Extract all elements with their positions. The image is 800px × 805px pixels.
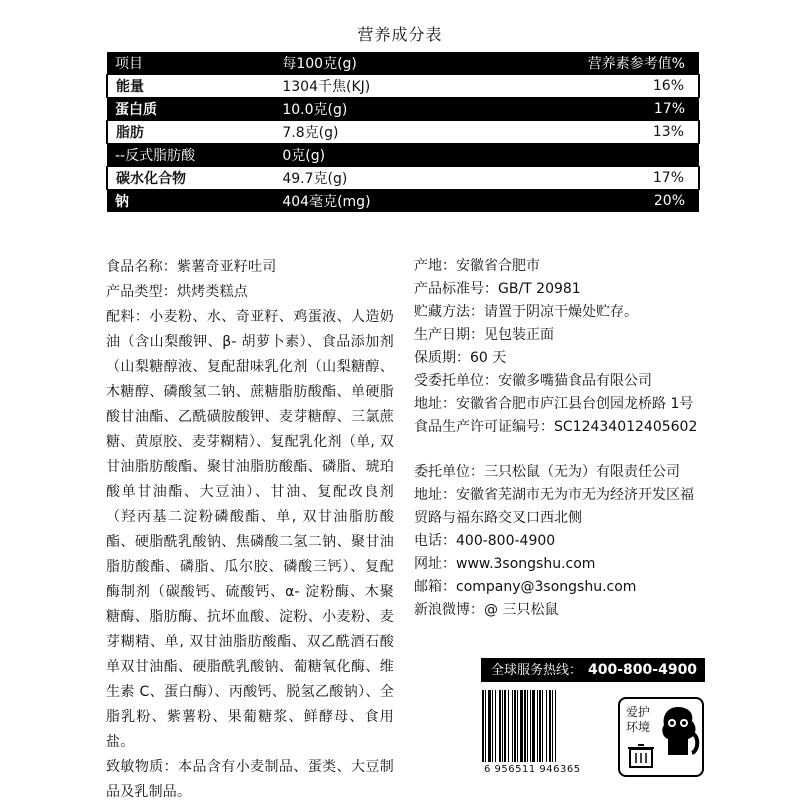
row-item: 蛋白质 [107,98,274,121]
row-amount: 404毫克(mg) [274,190,472,213]
row-nrv: 20% [472,190,699,213]
manufacturer-address: 地址：安徽省合肥市庐江县台创园龙桥路 1号 [414,396,694,412]
row-nrv: 17% [472,98,699,121]
ingredients: 配料：小麦粉、水、奇亚籽、鸡蛋液、人造奶油（含山梨酸钾、β- 胡萝卜素）、食品添加剂（山梨糖醇液、复配甜味乳化剂（山梨糖醇、木糖醇、磷酸氢二钠、蔗糖脂肪酸酯、单硬脂酸甘油酯、乙酰磺胺酸钾、麦芽糖醇、三氯蔗糖、黄原胶、麦芽糊精）、复配乳化剂（单, 双甘油脂肪酸酯、聚甘油脂肪酸酯、磷脂、琥珀酸单甘油酯、大豆油）、甘油、复配改良剂（羟丙基二淀粉磷酸酯、单, 双甘油脂肪酸酯、硬脂酰乳酸钠、焦磷酸二氢二钠、聚甘油脂肪酸酯、磷脂、瓜尔胶、磷酸三钙）、复配酶制剂（碳酸钙、硫酸钙、α- 淀粉酶、木聚糖酶、脂肪酶、抗坏血酸、淀粉、小麦粉、麦芽糊精、单, 双甘油脂肪酸酯、双乙酰酒石酸单双甘油酯、硬脂酰乳酸钠、葡糖氧化酶、维生素 C、蛋白酶）、丙酸钙、脱氢乙酸钠）、全脂乳粉、紫薯粉、果葡糖浆、鲜酵母、食用盐。 [106,309,394,750]
table-header [107,52,699,75]
license-number: 食品生产许可证编号：SC12434012405602 [414,419,698,435]
weibo: 新浪微博：@ 三只松鼠 [414,602,559,618]
eco-line1: 爱护 [626,705,651,719]
row-item: 钠 [107,190,274,213]
row-item: 能量 [107,75,274,98]
allergen: 致敏物质：本品含有小麦制品、蛋类、大豆制品及乳制品。 [106,759,394,800]
table-row [107,167,699,190]
squirrel-mascot-icon [658,703,700,765]
product-type: 产品类型：烘烤类糕点 [106,284,248,300]
hotline-number: 400-800-4900 [588,662,698,678]
eco-badge [618,697,704,777]
barcode [478,688,608,772]
table-row [107,75,699,98]
email: 邮箱：company@3songshu.com [414,579,637,595]
origin: 产地：安徽省合肥市 [414,258,540,274]
eco-line2: 环境 [626,720,651,734]
barcode-number: 6 956511 946365 [484,764,581,775]
hotline-label: 全球服务热线： [491,663,583,678]
header-item: 项目 [107,52,274,75]
production-date: 生产日期：见包装正面 [414,327,554,343]
shelf-life: 保质期：60 天 [414,350,507,366]
nutrition-table [106,52,700,212]
storage: 贮藏方法：请置于阴凉干燥处贮存。 [414,304,638,320]
header-nrv: 营养素参考值% [472,52,699,75]
row-amount: 7.8克(g) [274,121,472,144]
phone: 电话：400-800-4900 [414,533,556,549]
row-nrv: 16% [472,75,699,98]
table-row [107,144,699,167]
row-amount: 10.0克(g) [274,98,472,121]
row-item: 碳水化合物 [107,167,274,190]
standard-number: 产品标准号：GB/T 20981 [414,281,581,297]
product-info-right [414,255,706,622]
trash-bin-icon [626,743,656,769]
nutrition-title: 营养成分表 [357,25,443,44]
row-amount: 49.7克(g) [274,167,472,190]
service-hotline [481,658,705,682]
row-nrv: 13% [472,121,699,144]
table-row [107,190,699,213]
client-address: 地址：安徽省芜湖市无为市无为经济开发区福贸路与福东路交叉口西北侧 [414,487,694,526]
client-company: 委托单位：三只松鼠（无为）有限责任公司 [414,464,680,480]
row-amount: 0克(g) [274,144,472,167]
eco-text [626,705,650,735]
row-item: 脂肪 [107,121,274,144]
manufacturer: 受委托单位：安徽多嘴猫食品有限公司 [414,373,652,389]
food-name: 食品名称：紫薯奇亚籽吐司 [106,259,277,275]
row-nrv [472,144,699,167]
website: 网址：www.3songshu.com [414,556,596,572]
table-row [107,98,699,121]
row-nrv: 17% [472,167,699,190]
table-row [107,121,699,144]
row-item: --反式脂肪酸 [107,144,274,167]
header-amount: 每100克(g) [274,52,472,75]
product-info-left [106,255,394,805]
row-amount: 1304千焦(KJ) [274,75,472,98]
